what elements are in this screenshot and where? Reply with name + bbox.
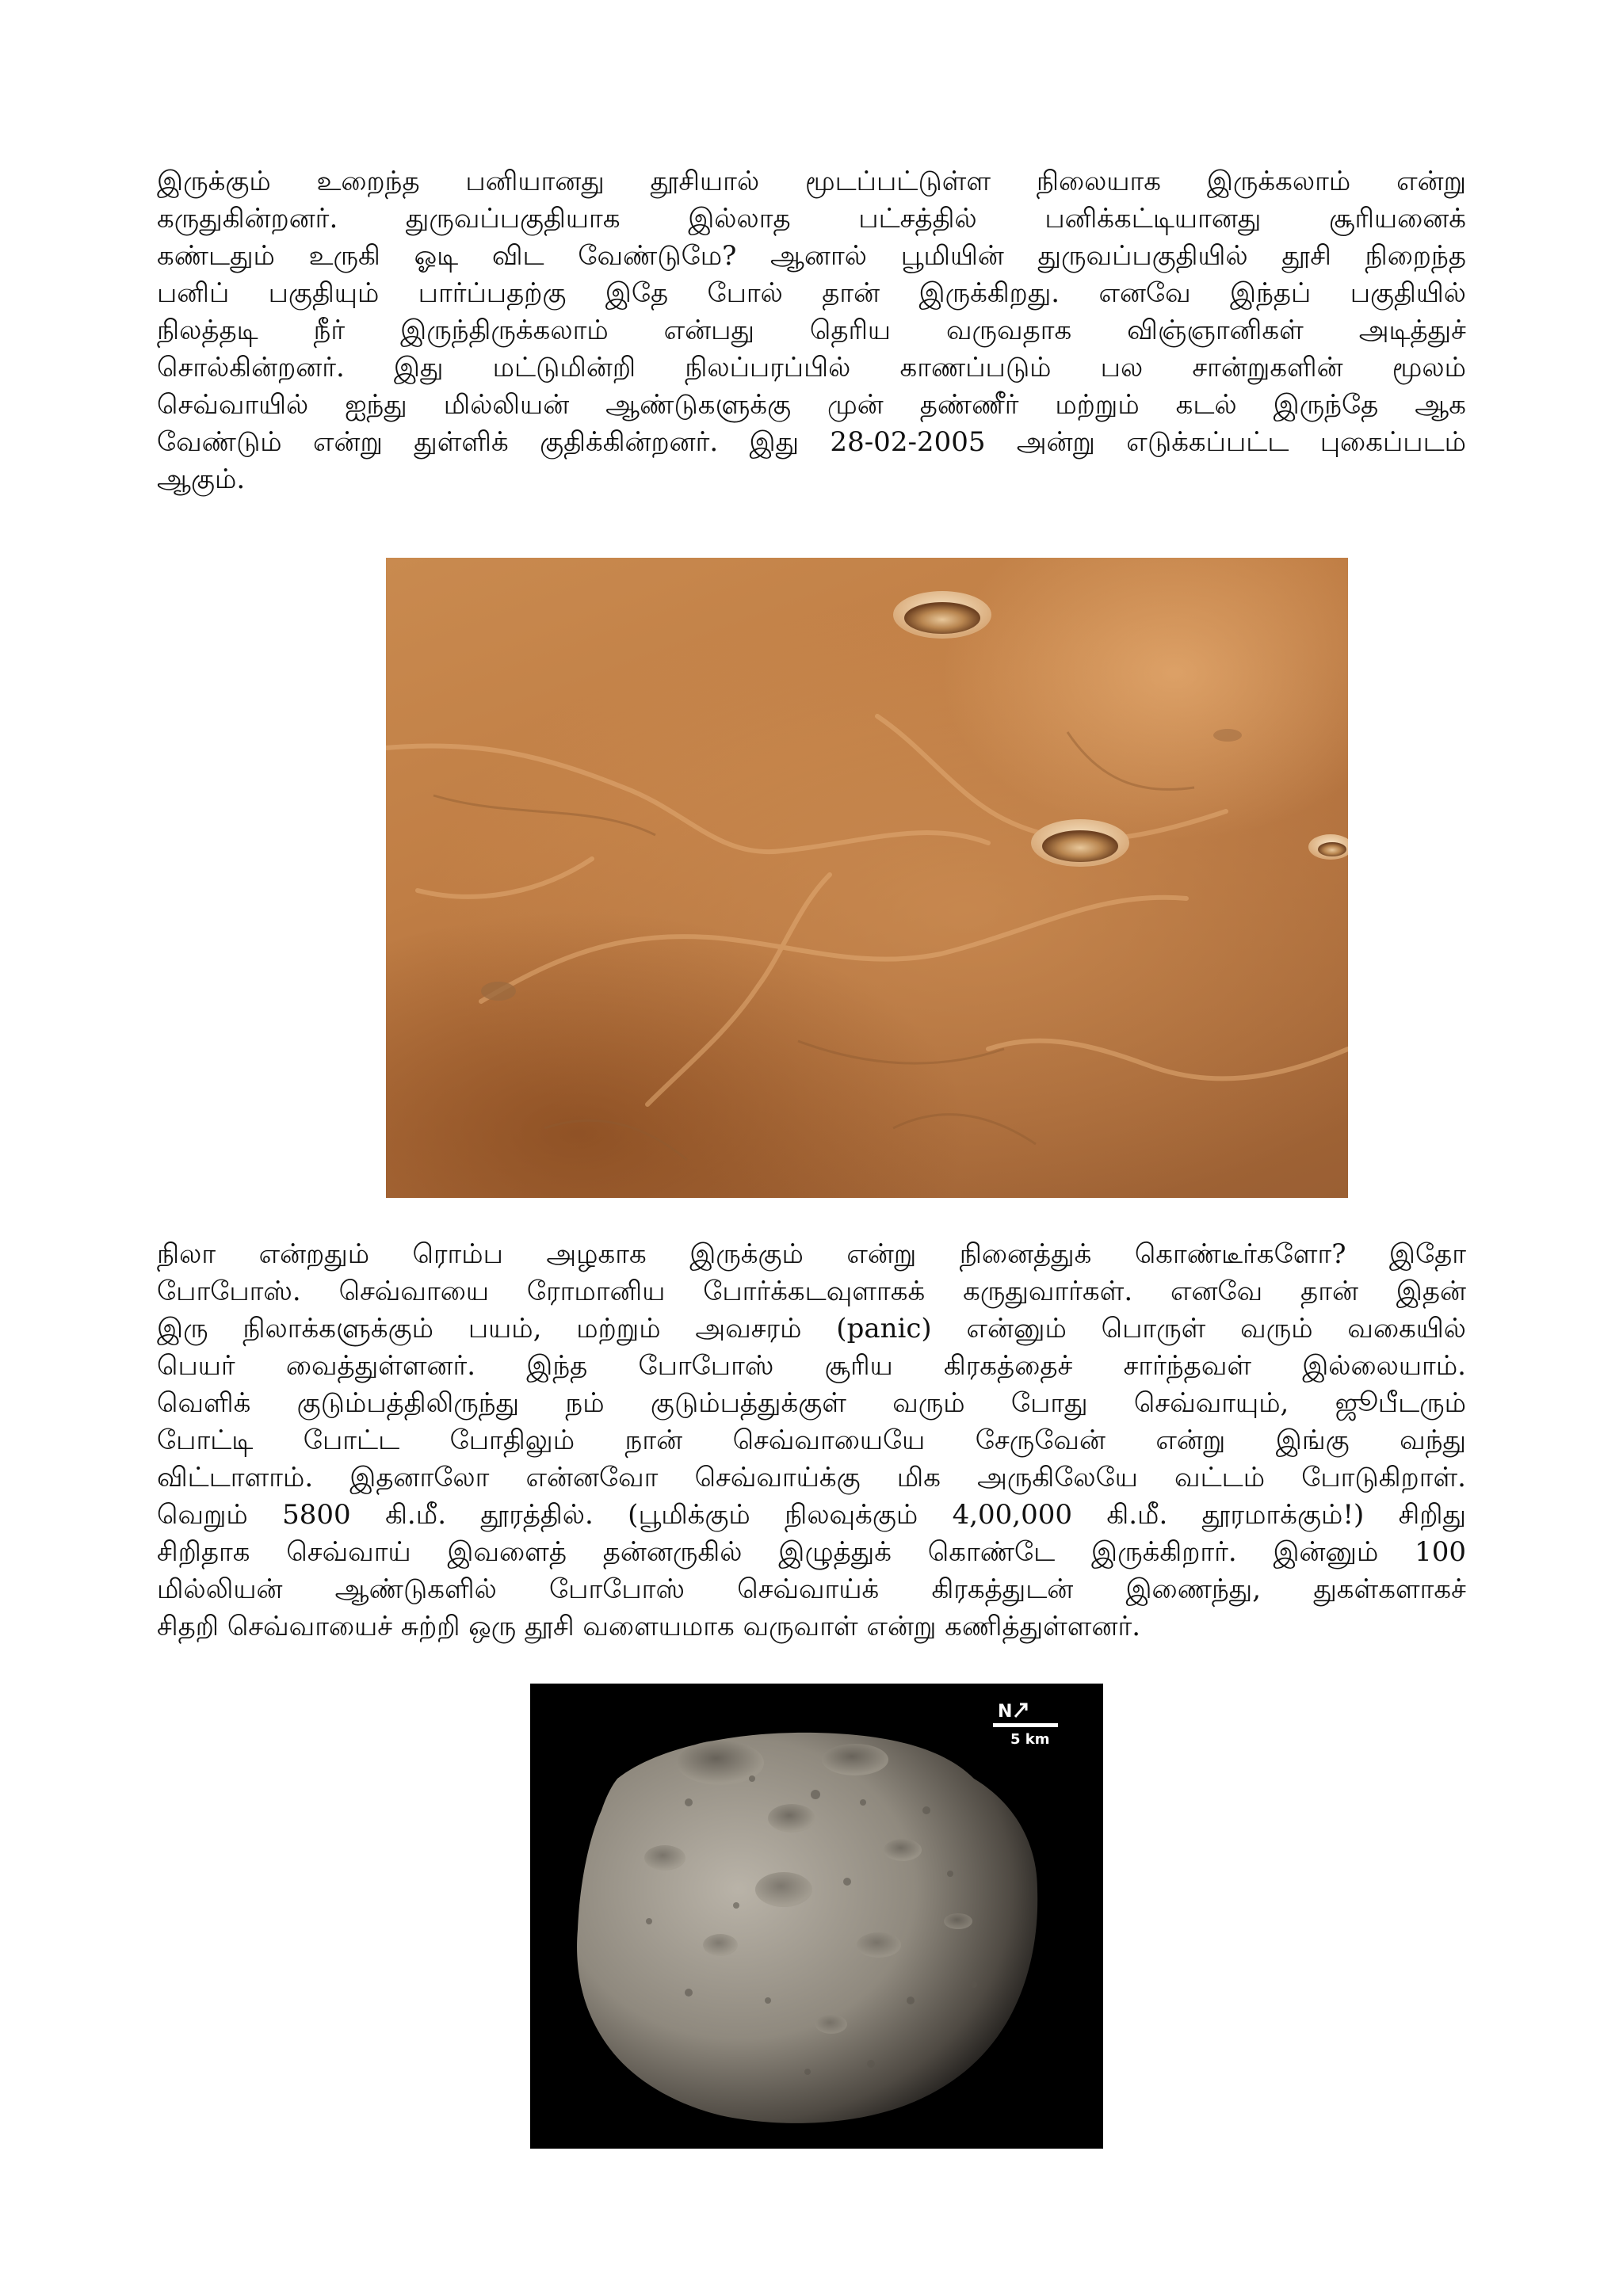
paragraph-2-line: இரு நிலாக்களுக்கும் பயம், மற்றும் அவசரம் (panic) என்னும் பொருள் வரும் வகையில்	[157, 1313, 1466, 1344]
paragraph-1-line: செவ்வாயில் ஐந்து மில்லியன் ஆண்டுகளுக்கு முன் தண்ணீர் மற்றும் கடல் இருந்தே ஆக	[157, 389, 1466, 421]
paragraph-1-line: இருக்கும் உறைந்த பனியானது தூசியால் மூடப்பட்டுள்ள நிலையாக இருக்கலாம் என்று	[157, 166, 1466, 197]
phobos-body	[577, 1733, 1037, 2123]
phobos-photo	[530, 1684, 1103, 2149]
scale-label: 5 km	[1010, 1731, 1050, 1748]
scale-bar	[993, 1723, 1058, 1727]
paragraph-2-line: விட்டாளாம். இதனாலோ என்னவோ செவ்வாய்க்கு மிக அருகிலேயே வட்டம் போடுகிறாள்.	[157, 1462, 1466, 1493]
paragraph-2-line: வெறும் 5800 கி.மீ. தூரத்தில். (பூமிக்கும் நிலவுக்கும் 4,00,000 கி.மீ. தூரமாக்கும்!) சிறிது	[157, 1499, 1466, 1531]
north-arrow-icon	[1015, 1704, 1026, 1717]
paragraph-1-line: கண்டதும் உருகி ஓடி விட வேண்டுமே? ஆனால் பூமியின் துருவப்பகுதியில் தூசி நிறைந்த	[157, 240, 1466, 272]
paragraph-2-line: வெளிக் குடும்பத்திலிருந்து நம் குடும்பத்துக்குள் வரும் போது செவ்வாயும், ஜூபீடரும்	[157, 1387, 1466, 1419]
paragraph-2-line: போட்டி போட்ட போதிலும் நான் செவ்வாயையே சேருவேன் என்று இங்கு வந்து	[157, 1425, 1466, 1456]
paragraph-2-line: சிறிதாக செவ்வாய் இவளைத் தன்னருகில் இழுத்துக் கொண்டே இருக்கிறார். இன்னும் 100	[157, 1536, 1466, 1568]
mars-surface-photo	[386, 558, 1348, 1198]
paragraph-1-line: வேண்டும் என்று துள்ளிக் குதிக்கின்றனர். இது 28-02-2005 அன்று எடுக்கப்பட்ட புகைப்படம்	[157, 426, 1466, 458]
paragraph-1-line: சொல்கின்றனர். இது மட்டுமின்றி நிலப்பரப்பில் காணப்படும் பல சான்றுகளின் மூலம்	[157, 352, 1466, 383]
north-label: N	[998, 1702, 1013, 1722]
paragraph-2-line: சிதறி செவ்வாயைச் சுற்றி ஒரு தூசி வளையமாக வருவாள் என்று கணித்துள்ளனர்.	[157, 1611, 1141, 1642]
paragraph-1-line: கருதுகின்றனர். துருவப்பகுதியாக இல்லாத பட்சத்தில் பனிக்கட்டியானது சூரியனைக்	[157, 203, 1466, 235]
paragraph-1-line: நிலத்தடி நீர் இருந்திருக்கலாம் என்பது தெரிய வருவதாக விஞ்ஞானிகள் அடித்துச்	[157, 315, 1466, 346]
paragraph-2-line: மில்லியன் ஆண்டுகளில் போபோஸ் செவ்வாய்க் கிரகத்துடன் இணைந்து, துகள்களாகச்	[157, 1573, 1466, 1605]
paragraph-2-line: நிலா என்றதும் ரொம்ப அழகாக இருக்கும் என்று நினைத்துக் கொண்டீர்களோ? இதோ	[157, 1238, 1466, 1270]
paragraph-2	[157, 1236, 1466, 1646]
paragraph-2-line: போபோஸ். செவ்வாயை ரோமானிய போர்க்கடவுளாகக் கருதுவார்கள். எனவே தான் இதன்	[157, 1276, 1466, 1307]
paragraph-1	[157, 163, 1466, 498]
phobos-illustration	[530, 1684, 1103, 2149]
paragraph-1-line: பனிப் பகுதியும் பார்ப்பதற்கு இதே போல் தான் இருக்கிறது. எனவே இந்தப் பகுதியில்	[157, 277, 1466, 309]
paragraph-2-line: பெயர் வைத்துள்ளனர். இந்த போபோஸ் சூரிய கிரகத்தைச் சார்ந்தவள் இல்லையாம்.	[157, 1350, 1466, 1382]
paragraph-1-line: ஆகும்.	[157, 463, 246, 495]
mars-surface-illustration	[386, 558, 1348, 1198]
